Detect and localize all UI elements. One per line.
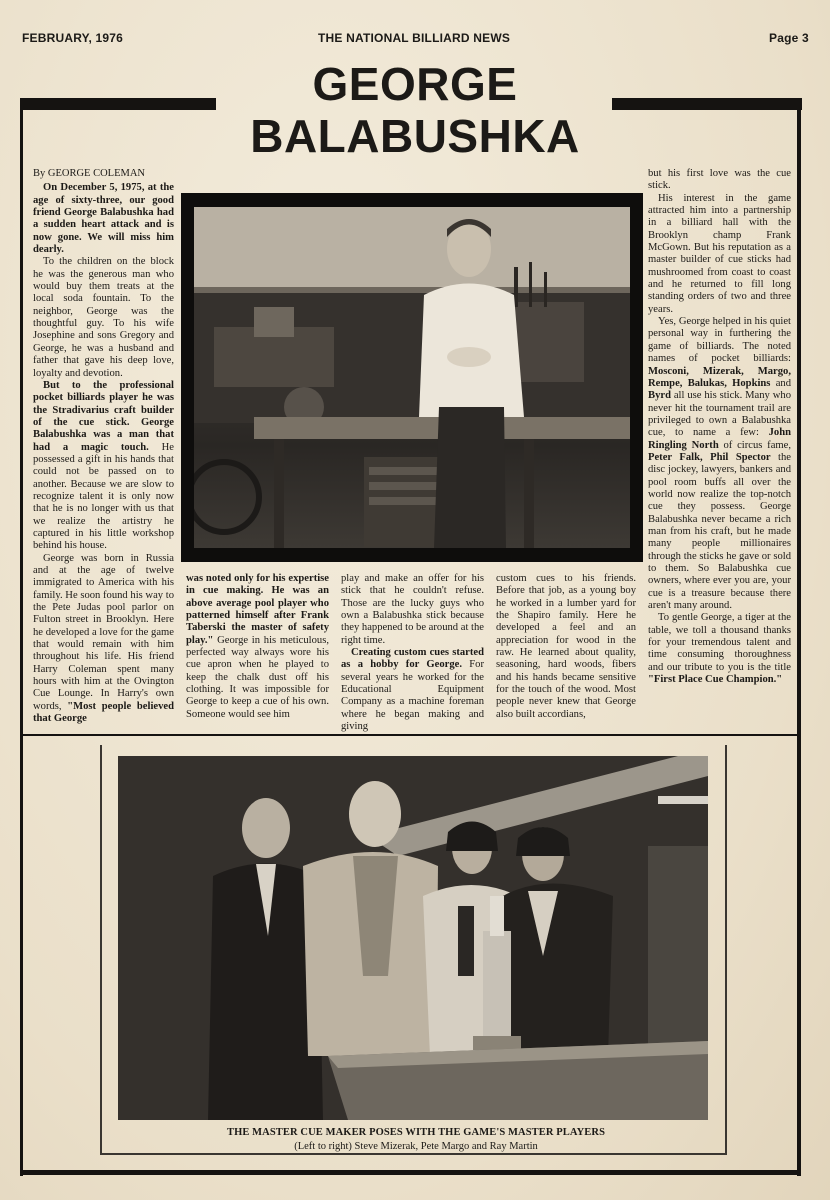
- workshop-photo: [181, 193, 643, 562]
- photo-caption-title: THE MASTER CUE MAKER POSES WITH THE GAME'S MASTER PLAYERS: [226, 1127, 606, 1138]
- paragraph: George in his meticulous, perfected way always wore his cue apron when he played to keep the chalk dust off his clothing. It was impossible for George to keep a cue of his own. Someone would see him: [186, 634, 329, 720]
- subhead-bold: Creating custom cues started as a hobby for George.: [341, 647, 484, 671]
- frame-bottom-rule: [20, 1170, 801, 1175]
- article-column-4: [496, 573, 636, 721]
- section-divider-rule: [20, 734, 801, 736]
- text-fragment: of circus fame,: [718, 439, 792, 451]
- player-names: Mosconi, Mizerak, Margo, Rempe, Balukas, Hopkins: [648, 365, 791, 389]
- issue-date: FEBRUARY, 1976: [22, 31, 124, 45]
- frame-right-rule: [797, 98, 801, 1176]
- photo-caption-subtitle: (Left to right) Steve Mizerak, Pete Margo and Ray Martin: [294, 1141, 538, 1152]
- text-fragment: the disc jockey, lawyers, bankers and pool room buffs all over the world now realize the top-notch cue they possess. George Balabushka never became a rich man from his craft, but he made many people millionaires through the sticks he gave or sold to them. So Balabushka cue owners, where ever you are, your cue is a treasure because there aren't many around.: [648, 451, 792, 612]
- workshop-photo-image: [194, 207, 630, 548]
- paragraph: He possessed a gift in his hands that could not be passed on to another. Because we are slow to recognize talent it is only now that he is no longer with us that we realize the artistry he captured in his little workshop behind his house.: [33, 441, 174, 552]
- paragraph: To the children on the block he was the generous man who would buy them treats at the local soda fountain. To the neighbor, George was the thoughtful guy. To his wife Josephine and sons Gregory and George, he was a husband and father that gave his deep love, loyalty and devotion.: [33, 256, 174, 379]
- frame-top-right-rule: [612, 98, 802, 110]
- paragraph: Yes, George helped in his quiet personal way in furthering the game of billiards. The noted names of pocket billiards:: [648, 316, 791, 365]
- page-number: Page 3: [769, 31, 809, 45]
- paragraph: but his first love was the cue stick.: [648, 168, 791, 192]
- group-photo-image: [118, 756, 708, 1120]
- text-fragment: all use his stick. Many who never hit the tournament trail are privileged to own a Balabushka cue, to name a few:: [648, 390, 791, 439]
- inner-photo-box-rule-right: [725, 745, 727, 1153]
- paragraph-bold: But to the professional pocket billiards player he was the Stradivarius craft builder of the cue stick. George Balabushka was a man that had a magic touch.: [33, 379, 174, 453]
- publication-name: THE NATIONAL BILLIARD NEWS: [318, 31, 511, 45]
- celebrity-name: John Ringling North: [648, 427, 791, 451]
- quote-bold: "Most people believed that George: [33, 700, 174, 725]
- paragraph: custom cues to his friends. Before that job, as a young boy he worked in a lumber yard for the Shapiro family. Here he developed a feel and an appreciation for wood in the raw. He learned about quality, seasoning, hard woods, fibers and his hands became sensitive for the touch of the wood. Most people never knew that George also built accordians,: [496, 573, 636, 720]
- group-scene-illustration: [118, 756, 708, 1120]
- inner-photo-box-rule-bottom: [100, 1153, 727, 1155]
- paragraph: play and make an offer for his stick that he couldn't refuse. Those are the lucky guys who own a Balabushka stick because they happened to be around at the right time.: [341, 573, 484, 646]
- paragraph: George was born in Russia and at the age of twelve immigrated to America with his family. He soon found his way to the Pete Judas pool parlor on Fulton street in Brooklyn. Here he developed a love for the game that would remain with him throughout his life. His friend Harry Coleman spent many hours with him at the Ovington Cue Lounge. In Harry's own words,: [33, 552, 174, 712]
- article-column-5: [648, 168, 791, 686]
- article-column-3: [341, 573, 484, 733]
- byline: By GEORGE COLEMAN: [33, 168, 145, 179]
- paragraph: To gentle George, a tiger at the table, we toll a thousand thanks for your tremendous talent and time consuming thoroughness and our tribute to you is the title: [648, 612, 791, 673]
- quote-bold: was noted only for his expertise in cue making. He was an above average pool player who patterned himself after Frank Taberski the master of safety play.": [186, 573, 329, 646]
- article-column-2: [186, 573, 329, 721]
- tribute-title: "First Place Cue Champion.": [648, 674, 783, 686]
- player-name: Byrd: [648, 390, 671, 402]
- group-photo: [118, 756, 708, 1120]
- frame-left-rule: [20, 98, 23, 1176]
- paragraph: For several years he worked for the Educational Equipment Company as a machine foreman where he began making and giving: [341, 659, 484, 733]
- frame-top-left-rule: [20, 98, 216, 110]
- workshop-scene-illustration: [194, 207, 630, 548]
- text-fragment: and: [770, 377, 791, 389]
- paragraph: His interest in the game attracted him into a partnership in a billiard hall with the Brooklyn champ Frank McGown. But his reputation as a master builder of cue sticks had mushroomed from coast to coast and he returned to fill long standing orders of two and three years.: [648, 192, 791, 315]
- celebrity-names: Peter Falk, Phil Spector: [648, 451, 771, 463]
- lede-paragraph: On December 5, 1975, at the age of sixty-three, our good friend George Balabushka had a sudden heart attack and is now gone. We will miss him dearly.: [33, 182, 174, 256]
- inner-photo-box-rule: [100, 745, 102, 1153]
- article-column-1: [33, 168, 174, 725]
- headline: GEORGE BALABUSHKA: [250, 58, 580, 162]
